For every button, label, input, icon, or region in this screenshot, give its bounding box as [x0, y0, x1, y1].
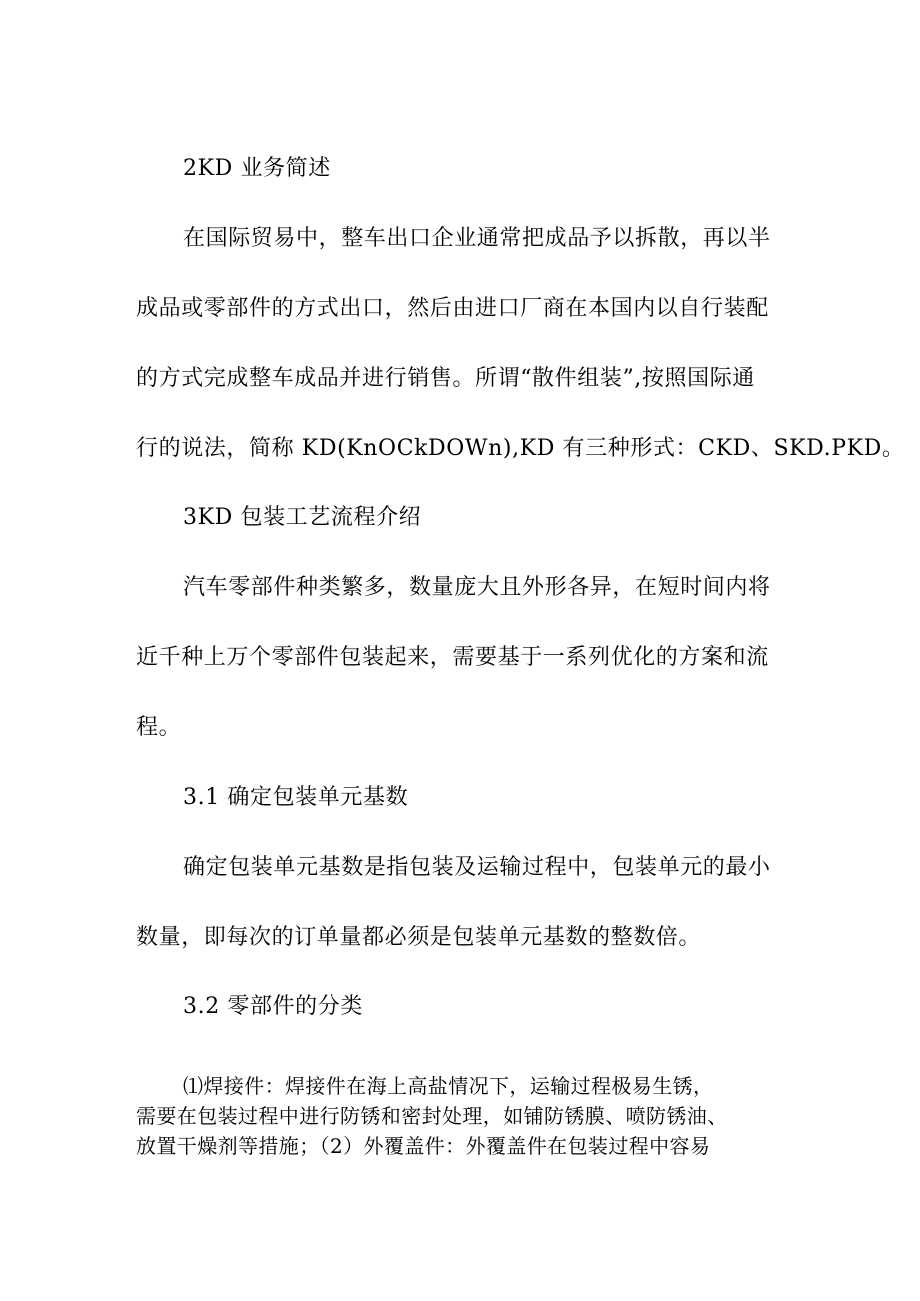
paragraph-line: 程。 — [136, 715, 182, 740]
paragraph-line: 近千种上万个零部件包装起来，需要基于一系列优化的方案和流 — [136, 645, 769, 670]
section-3-heading: 3KD 包装工艺流程介绍 — [183, 505, 422, 530]
paragraph-line: 数量，即每次的订单量都必须是包装单元基数的整数倍。 — [136, 925, 702, 950]
paragraph-line: 在国际贸易中，整车出口企业通常把成品予以拆散，再以半 — [183, 226, 771, 251]
paragraph-line: ⑴焊接件：焊接件在海上高盐情况下，运输过程极易生锈， — [183, 1074, 714, 1098]
section-3-1-heading: 3.1 确定包装单元基数 — [183, 785, 409, 810]
paragraph-line: 放置干燥剂等措施；（2）外覆盖件：外覆盖件在包装过程中容易 — [136, 1134, 711, 1158]
section-3-2-heading: 3.2 零部件的分类 — [183, 994, 363, 1019]
paragraph-line: 确定包装单元基数是指包装及运输过程中，包装单元的最小 — [183, 855, 771, 880]
paragraph-line: 的方式完成整车成品并进行销售。所谓“散件组装”,按照国际通 — [136, 366, 755, 391]
paragraph-line: 成品或零部件的方式出口，然后由进口厂商在本国内以自行装配 — [136, 296, 769, 321]
paragraph-line: 汽车零部件种类繁多，数量庞大且外形各异，在短时间内将 — [183, 575, 771, 600]
section-2-heading: 2KD 业务简述 — [183, 156, 331, 181]
paragraph-line: 行的说法，简称 KD(KnOCkDOWn),KD 有三种形式：CKD、SKD.PKD。 — [136, 436, 905, 461]
paragraph-line: 需要在包装过程中进行防锈和密封处理，如铺防锈膜、喷防锈油、 — [136, 1104, 728, 1128]
